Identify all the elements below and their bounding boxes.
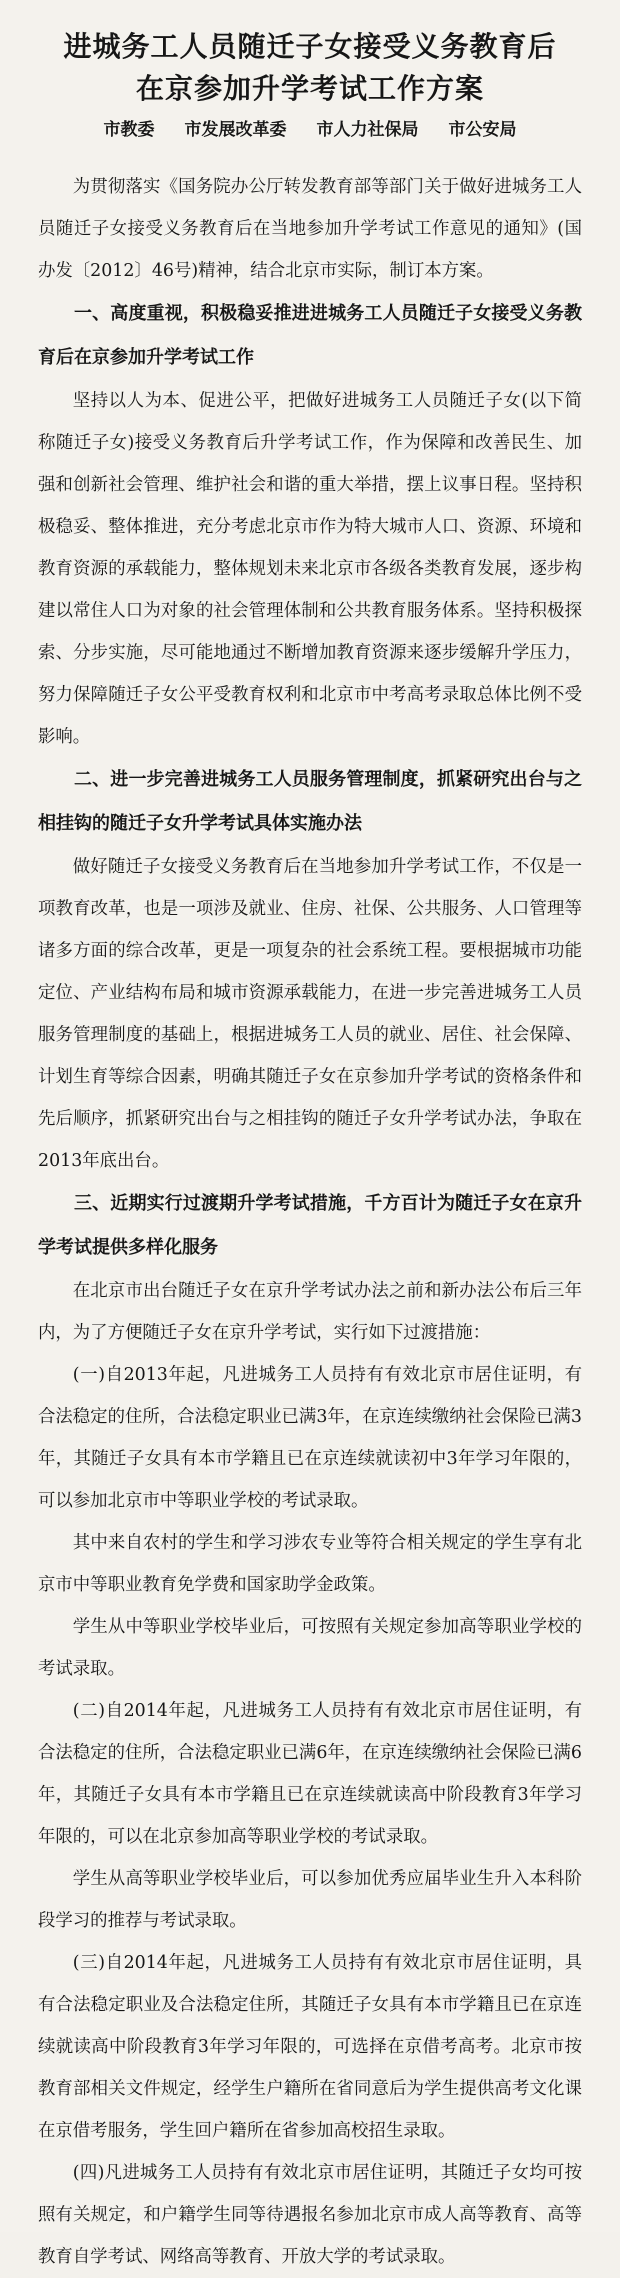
agency-2: 市发展改革委 — [184, 120, 287, 140]
section-3-intro: 在北京市出台随迁子女在京升学考试办法之前和新办法公布后三年内，为了方便随迁子女在京升学考试，实行如下过渡措施： — [38, 1281, 582, 1343]
section-3-item-1: (一)自2013年起，凡进城务工人员持有有效北京市居住证明，有合法稳定的住所，合法稳定职业已满3年，在京连续缴纳社会保险已满3年，其随迁子女具有本市学籍且已在京连续就读初中3年学习年限的，可以参加北京市中等职业学校的考试录取。 — [38, 1365, 582, 1511]
title-line-2: 在京参加升学考试工作方案 — [135, 72, 484, 105]
agency-3: 市人力社保局 — [316, 120, 419, 140]
section-3-item-3: (三)自2014年起，凡进城务工人员持有有效北京市居住证明，具有合法稳定职业及合法稳定住所，其随迁子女具有本市学籍且已在京连续就读高中阶段教育3年学习年限的，可选择在京借考高考。北京市按教育部相关文件规定，经学生户籍所在省同意后为学生提供高考文化课在京借考服务，学生回户籍所在省参加高校招生录取。 — [38, 1953, 582, 2141]
issuing-agencies — [38, 116, 582, 144]
section-3-item-1-note-1: 其中来自农村的学生和学习涉农专业等符合相关规定的学生享有北京市中等职业教育免学费和国家助学金政策。 — [38, 1533, 582, 1595]
section-2-paragraph: 做好随迁子女接受义务教育后在当地参加升学考试工作，不仅是一项教育改革，也是一项涉及就业、住房、社保、公共服务、人口管理等诸多方面的综合改革，更是一项复杂的社会系统工程。要根据城市功能定位、产业结构布局和城市资源承载能力，在进一步完善进城务工人员服务管理制度的基础上，根据进城务工人员的就业、居住、社会保障、计划生育等综合因素，明确其随迁子女在京参加升学考试的资格条件和先后顺序，抓紧研究出台与之相挂钩的随迁子女升学考试办法，争取在2013年底出台。 — [38, 857, 582, 1171]
section-3-item-2-note: 学生从高等职业学校毕业后，可以参加优秀应届毕业生升入本科阶段学习的推荐与考试录取。 — [38, 1869, 582, 1931]
agency-4: 市公安局 — [448, 120, 517, 140]
section-3-item-1-note-2: 学生从中等职业学校毕业后，可按照有关规定参加高等职业学校的考试录取。 — [38, 1617, 582, 1679]
section-3-item-4: (四)凡进城务工人员持有有效北京市居住证明，其随迁子女均可按照有关规定，和户籍学生同等待遇报名参加北京市成人高等教育、高等教育自学考试、网络高等教育、开放大学的考试录取。 — [38, 2163, 582, 2267]
section-3-heading: 三、近期实行过渡期升学考试措施，千方百计为随迁子女在京升学考试提供多样化服务 — [38, 1193, 582, 1258]
agency-1: 市教委 — [103, 120, 155, 140]
title-line-1: 进城务工人员随迁子女接受义务教育后 — [63, 30, 557, 63]
section-2-heading: 二、进一步完善进城务工人员服务管理制度，抓紧研究出台与之相挂钩的随迁子女升学考试具体实施办法 — [38, 769, 582, 834]
intro-paragraph: 为贯彻落实《国务院办公厅转发教育部等部门关于做好进城务工人员随迁子女接受义务教育后在当地参加升学考试工作意见的通知》(国办发〔2012〕46号)精神，结合北京市实际，制订本方案。 — [38, 177, 582, 281]
section-3-item-2: (二)自2014年起，凡进城务工人员持有有效北京市居住证明，有合法稳定的住所，合法稳定职业已满6年，在京连续缴纳社会保险已满6年，其随迁子女具有本市学籍且已在京连续就读高中阶段教育3年学习年限的，可以在北京参加高等职业学校的考试录取。 — [38, 1701, 582, 1847]
section-1-heading: 一、高度重视，积极稳妥推进进城务工人员随迁子女接受义务教育后在京参加升学考试工作 — [38, 303, 582, 368]
section-1-paragraph: 坚持以人为本、促进公平，把做好进城务工人员随迁子女(以下简称随迁子女)接受义务教育后升学考试工作，作为保障和改善民生、加强和创新社会管理、维护社会和谐的重大举措，摆上议事日程。坚持积极稳妥、整体推进，充分考虑北京市作为特大城市人口、资源、环境和教育资源的承载能力，整体规划未来北京市各级各类教育发展，逐步构建以常住人口为对象的社会管理体制和公共教育服务体系。坚持积极探索、分步实施，尽可能地通过不断增加教育资源来逐步缓解升学压力，努力保障随迁子女公平受教育权利和北京市中考高考录取总体比例不受影响。 — [38, 391, 582, 747]
document-title — [38, 26, 582, 110]
